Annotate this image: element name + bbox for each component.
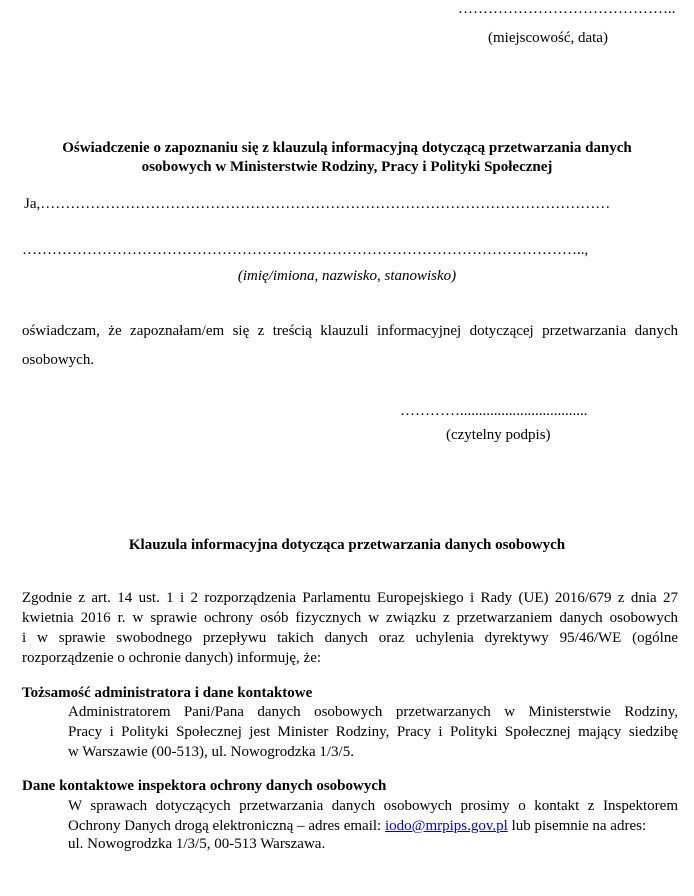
iod-email-link[interactable]: iodo@mrpips.gov.pl (384, 818, 508, 834)
signature-dots[interactable]: ………….................................. (400, 404, 588, 418)
iod-heading: Dane kontaktowe inspektora ochrony danych osobowych (22, 778, 387, 794)
signature-label: (czytelny podpis) (446, 427, 551, 443)
admin-line: w Warszawie (00-513), ul. Nowogrodzka 1/3/5. (68, 744, 354, 760)
iod-line-text: Ochrony Danych drogą elektroniczną – adres email: (68, 818, 385, 834)
declaration-body-line1: oświadczam, że zapoznałam/em się z treścią klauzuli informacyjnej dotyczącej przetwarzania danych (22, 323, 678, 339)
declaration-title-line2: osobowych w Ministerstwie Rodziny, Pracy i Polityki Społecznej (141, 159, 553, 175)
clause-intro-line: Zgodnie z art. 14 ust. 1 i 2 rozporządzenia Parlamentu Europejskiego i Rady (UE) 2016/679 z dnia 27 (22, 590, 678, 606)
name-input-line-2[interactable]: ………………………………………………………………………………………………….., (22, 242, 589, 258)
clause-intro-line: rozporządzenie o ochronie danych) informuję, że: (22, 650, 322, 666)
declaration-body-line2: osobowych. (22, 352, 95, 368)
iod-line-text: lub pisemnie na adres: (507, 818, 647, 834)
iod-line-email (68, 816, 678, 836)
admin-line: Pracy i Polityki Społecznej jest Minister Rodziny, Pracy i Polityki Społecznej mający siedzibę (68, 724, 678, 740)
clause-intro-line: i w sprawie swobodnego przepływu takich danych oraz uchylenia dyrektywy 95/46/WE (ogólne (22, 630, 678, 646)
admin-line: Administratorem Pani/Pana danych osobowych przetwarzanych w Ministerstwie Rodziny, (68, 704, 678, 720)
name-input-line[interactable]: Ja,…………………………………………………………………………………………………… (24, 196, 611, 212)
name-field-label: (imię/imiona, nazwisko, stanowisko) (237, 268, 457, 284)
iod-line: W sprawach dotyczących przetwarzania danych osobowych prosimy o kontakt z Inspektorem (68, 798, 678, 814)
place-date-dots: …………………………………….. (458, 2, 676, 16)
place-date-label: (miejscowość, data) (488, 30, 608, 46)
admin-heading: Tożsamość administratora i dane kontaktowe (22, 685, 313, 701)
declaration-title-line1: Oświadczenie o zapoznaniu się z klauzulą informacyjną dotyczącą przetwarzania danych (62, 140, 632, 156)
clause-title: Klauzula informacyjna dotycząca przetwarzania danych osobowych (128, 537, 566, 553)
iod-line: ul. Nowogrodzka 1/3/5, 00-513 Warszawa. (68, 836, 326, 852)
clause-intro-line: kwietnia 2016 r. w sprawie ochrony osób fizycznych w związku z przetwarzaniem danych osobowych (22, 610, 678, 626)
